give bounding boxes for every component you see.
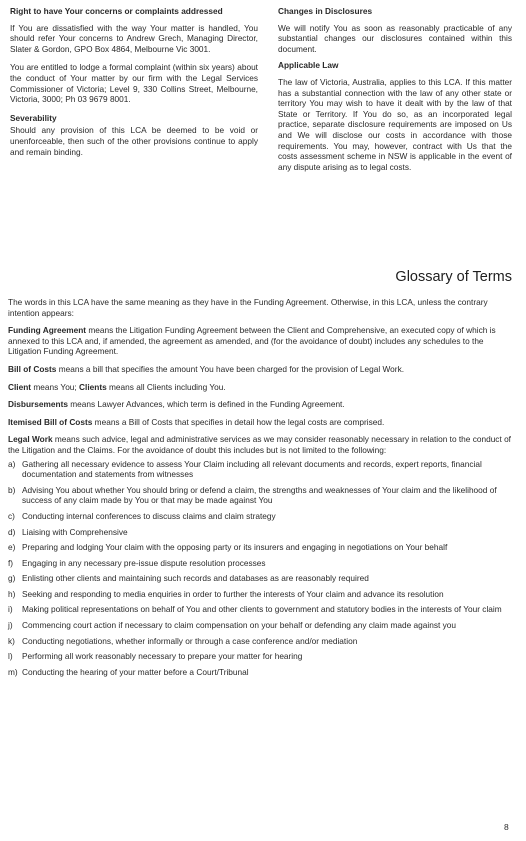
list-item-label: m) <box>8 666 18 677</box>
list-item-label: k) <box>8 635 15 646</box>
list-item <box>8 573 514 584</box>
term-disbursements: Disbursements <box>8 399 68 410</box>
definition-itemised-bill <box>8 417 514 428</box>
list-item <box>8 527 514 538</box>
list-item-text: Advising You about whether You should bring or defend a claim, the strengths and weaknesses of Your claim and the likelihood of success of any claim made by You or that may be made against You <box>22 484 497 506</box>
severability-paragraph: Should any provision of this LCA be deemed to be void or unenforceable, then such of the other provisions continue to apply and remain binding. <box>10 125 258 157</box>
definition-text: means all Clients including You. <box>106 381 226 392</box>
definition-text: means such advice, legal and administrative services as we may consider reasonably necessary in relation to the conduct of the Litigation and the Claims. For the avoidance of doubt this includes but is not limited to the following: <box>8 434 511 455</box>
definition-legal-work <box>8 434 514 455</box>
definition-text: means You; <box>31 381 80 392</box>
list-item-label: c) <box>8 510 15 521</box>
list-item <box>8 604 514 615</box>
list-item-text: Seeking and responding to media enquiries in order to further the interests of Your claim and advance its resolution <box>22 588 444 599</box>
list-item-label: g) <box>8 573 16 584</box>
page-number: 8 <box>504 822 509 832</box>
list-item <box>8 620 514 631</box>
list-item-text: Making political representations on behalf of You and other clients to government and statutory bodies in the interests of Your claim <box>22 604 502 615</box>
term-client: Client <box>8 381 32 392</box>
list-item <box>8 651 514 662</box>
list-item-label: f) <box>8 557 14 568</box>
list-item <box>8 485 514 506</box>
definition-text: means Lawyer Advances, which term is defined in the Funding Agreement. <box>67 399 345 410</box>
term-bill-of-costs: Bill of Costs <box>8 363 57 374</box>
list-item-text: Preparing and lodging Your claim with the opposing party or its insurers and engaging in negotiations on Your behalf <box>22 542 448 553</box>
list-item-text: Engaging in any necessary pre-issue dispute resolution processes <box>22 557 266 568</box>
list-item <box>8 542 514 553</box>
list-item <box>8 667 514 678</box>
applicable-law-heading: Applicable Law <box>278 60 339 71</box>
list-item-text: Enlisting other clients and maintaining such records and databases as are reasonably required <box>22 573 369 584</box>
list-item-text: Commencing court action if necessary to claim compensation on your behalf or defending any claim made against you <box>22 620 456 631</box>
list-item-text: Gathering all necessary evidence to assess Your Claim including all relevant documents and records, expert reports, financial documentation and statements from witnesses <box>22 458 482 480</box>
definition-disbursements <box>8 399 514 410</box>
list-item-label: e) <box>8 542 16 553</box>
changes-heading: Changes in Disclosures <box>278 6 373 16</box>
list-item-label: i) <box>8 604 13 615</box>
glossary-intro: The words in this LCA have the same meaning as they have in the Funding Agreement. Otherwise, in this LCA, unless the contrary intention appears: <box>8 297 488 318</box>
glossary-title: Glossary of Terms <box>395 269 512 285</box>
definition-funding-agreement <box>8 325 514 357</box>
list-item-label: b) <box>8 484 16 495</box>
concerns-paragraph-1: If You are dissatisfied with the way Your matter is handled, You should refer Your concerns to Andrew Grech, Managing Director, Slater & Gordon, GPO Box 4864, Melbourne Vic 3001. <box>10 22 258 54</box>
definition-client <box>8 382 514 393</box>
list-item <box>8 511 514 522</box>
list-item-text: Conducting negotiations, whether informally or through a case conference and/or mediation <box>22 635 358 646</box>
concerns-paragraph-2: You are entitled to lodge a formal complaint (within six years) about the conduct of Your matter by our firm with the Legal Services Commissioner of Victoria; Level 9, 330 Collins Street, Melbourne, Victoria, 3000; Ph 03 9679 8001. <box>10 62 258 105</box>
list-item-text: Liaising with Comprehensive <box>22 526 128 537</box>
glossary-section <box>8 297 514 682</box>
definition-text: means the Litigation Funding Agreement between the Client and Comprehensive, an executed copy of which is annexed to this LCA and, if amended, the agreement as amended, and (for the avoidance of doubt) includes any schedules to the Litigation Funding Agreement. <box>8 325 496 357</box>
definition-text: means a bill that specifies the amount You have been charged for the provision of Legal Work. <box>56 363 405 374</box>
list-item-label: d) <box>8 526 16 537</box>
term-legal-work: Legal Work <box>8 434 53 445</box>
list-item-label: a) <box>8 458 16 469</box>
definition-bill-of-costs <box>8 364 514 375</box>
definition-text: means a Bill of Costs that specifies in detail how the legal costs are comprised. <box>92 416 385 427</box>
concerns-heading: Right to have Your concerns or complaints addressed <box>10 6 223 16</box>
severability-heading: Severability <box>10 112 57 123</box>
term-funding-agreement: Funding Agreement <box>8 325 87 336</box>
legal-work-list <box>8 459 514 678</box>
right-column <box>278 6 512 178</box>
applicable-law-paragraph: The law of Victoria, Australia, applies to this LCA. If this matter has a substantial connection with the law of any other state or territory You may wish to have it dealt with by the law of that State or Territory. If You do so, as an incorporated legal practice, separate disclosure requirements are imposed on Us and We will disclose our costs in accordance with those requirements. You may, however, contract with Us that the costs assessment scheme in NSW is applicable in the event of any dispute arising as to legal costs. <box>278 76 512 172</box>
changes-paragraph: We will notify You as soon as reasonably practicable of any substantial changes our disclosures contained within this document. <box>278 22 512 54</box>
term-itemised-bill-of-costs: Itemised Bill of Costs <box>8 416 93 427</box>
term-clients: Clients <box>79 381 107 392</box>
list-item-label: h) <box>8 588 16 599</box>
left-column <box>10 6 258 165</box>
list-item <box>8 459 514 480</box>
list-item-label: l) <box>8 651 13 662</box>
list-item <box>8 636 514 647</box>
list-item-label: j) <box>8 620 13 631</box>
list-item-text: Conducting internal conferences to discuss claims and claim strategy <box>22 510 276 521</box>
list-item-text: Conducting the hearing of your matter before a Court/Tribunal <box>22 666 249 677</box>
list-item-text: Performing all work reasonably necessary to prepare your matter for hearing <box>22 651 303 662</box>
list-item <box>8 558 514 569</box>
list-item <box>8 589 514 600</box>
